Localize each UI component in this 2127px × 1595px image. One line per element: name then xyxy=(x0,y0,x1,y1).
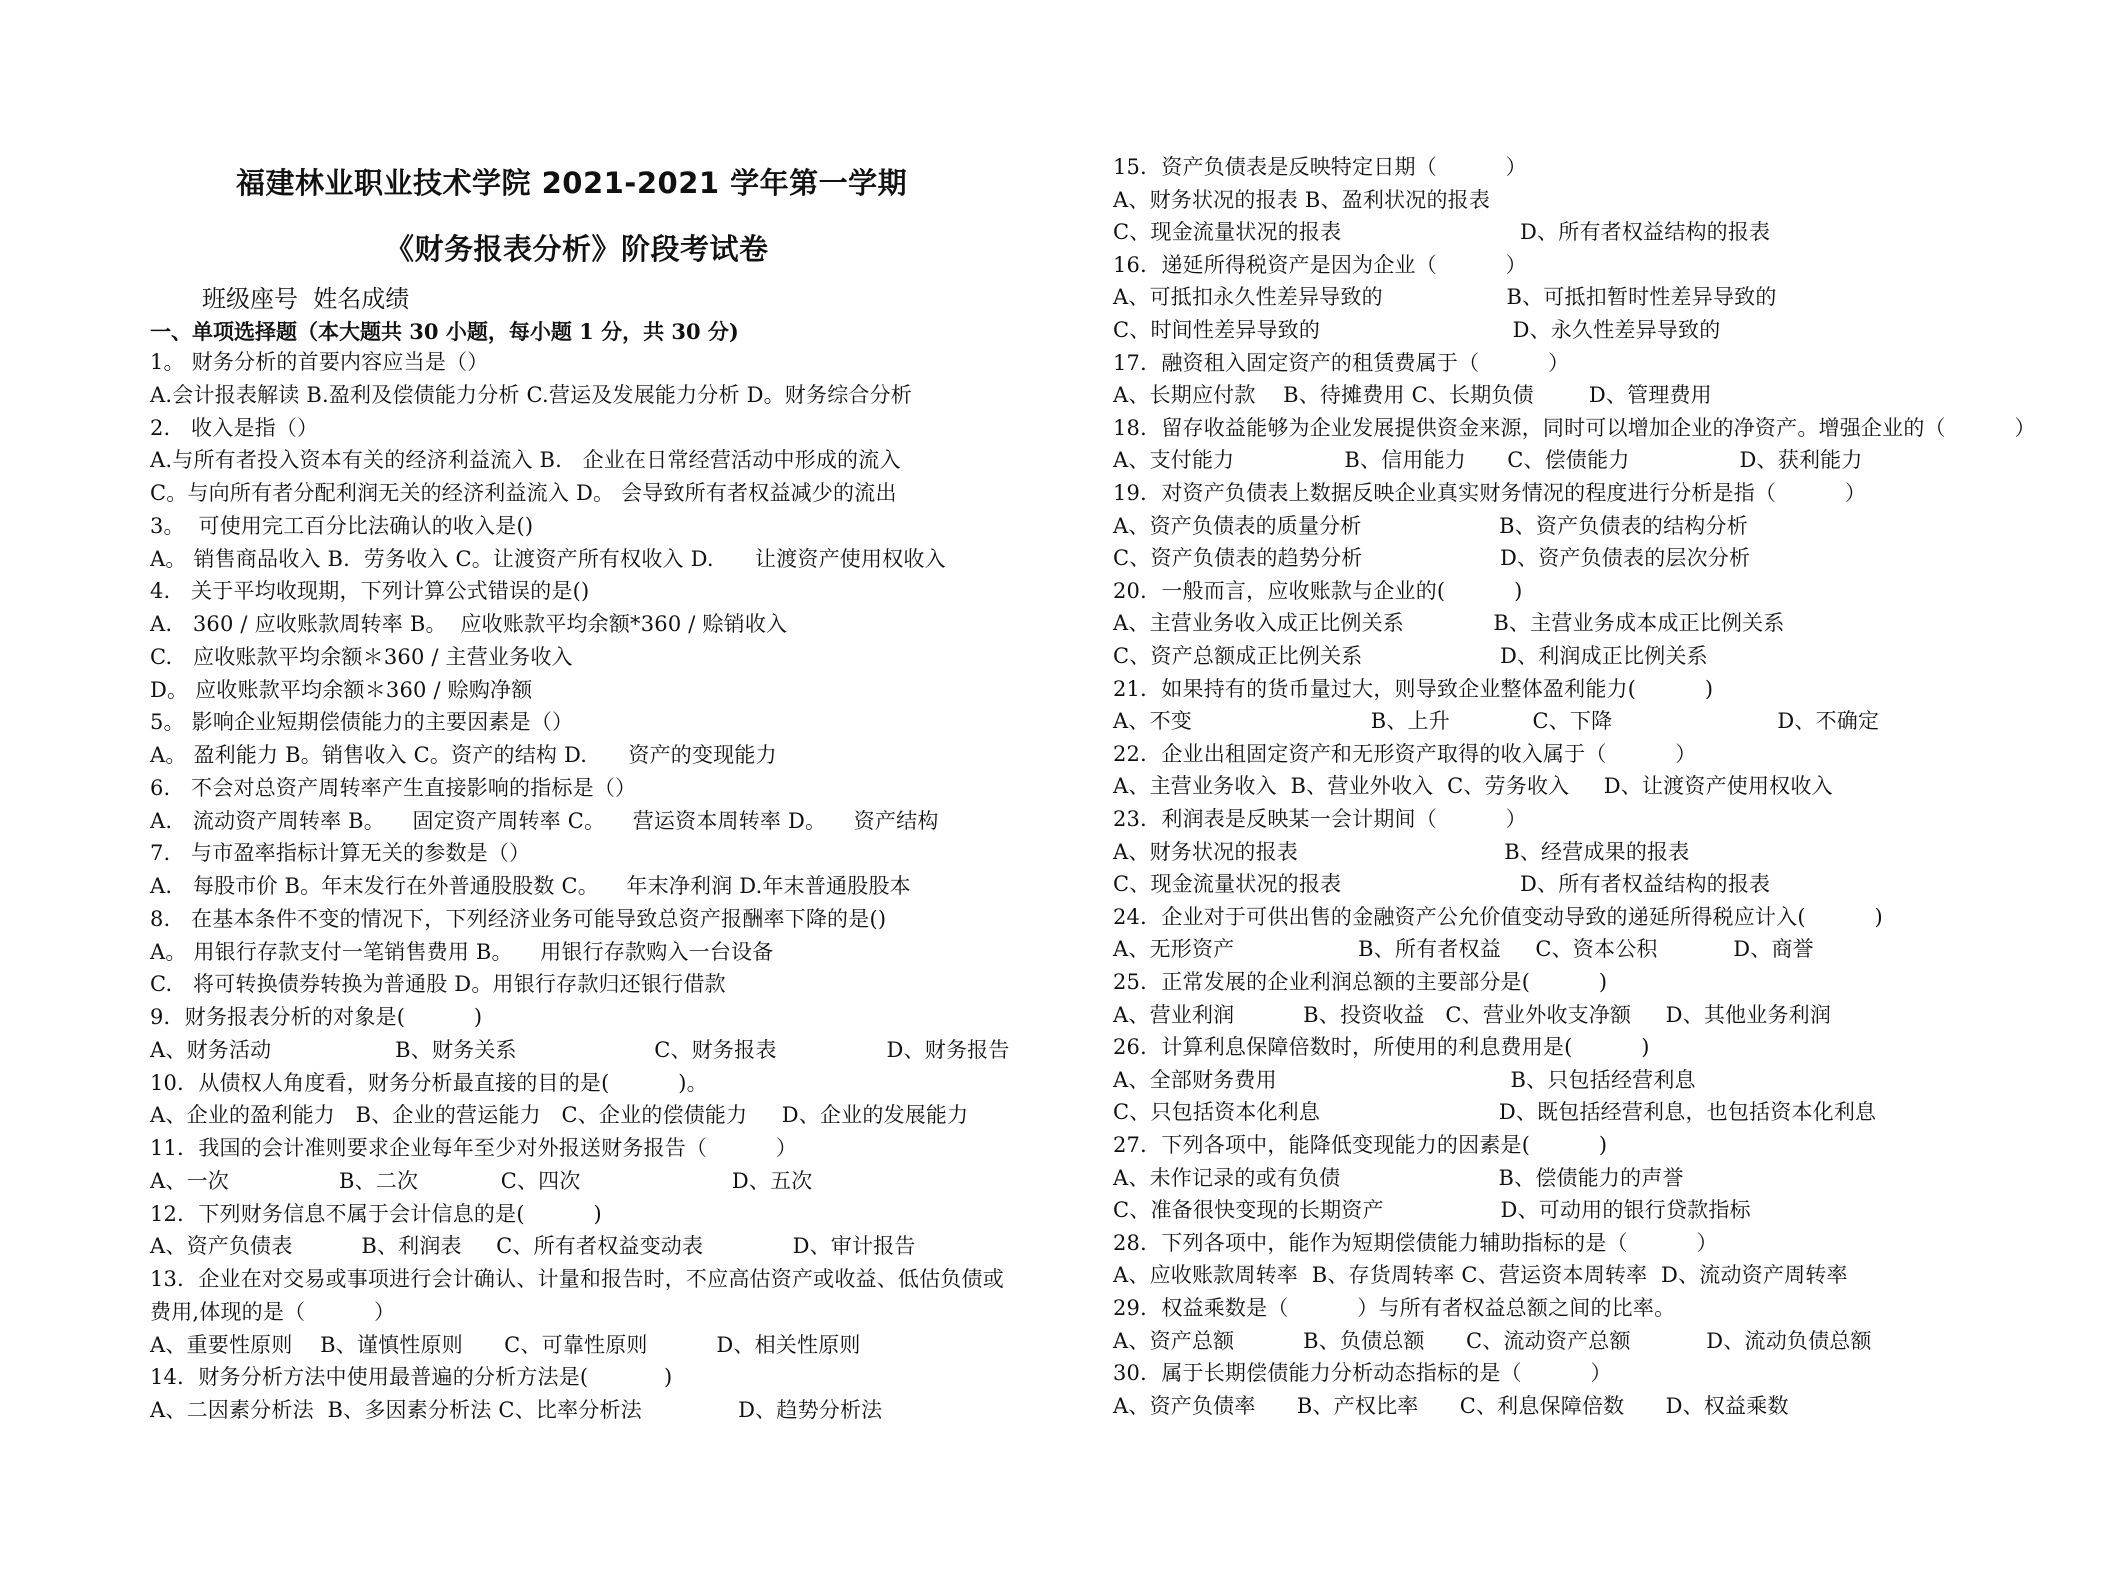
question-line: 29．权益乘数是（ ）与所有者权益总额之间的比率。 xyxy=(1113,1296,1676,1320)
question-line: A、财务状况的报表 B、经营成果的报表 xyxy=(1113,839,1690,864)
exam-subtitle: 《财务报表分析》阶段考试卷 xyxy=(385,232,769,266)
question-line: A、二因素分析法 B、多因素分析法 C、比率分析法 D、趋势分析法 xyxy=(150,1398,883,1422)
question-line: A、重要性原则 B、谨慎性原则 C、可靠性原则 D、相关性原则 xyxy=(150,1332,861,1357)
question-line: A、无形资产 B、所有者权益 C、资本公积 D、商誉 xyxy=(1113,937,1814,962)
question-line: A、不变 B、上升 C、下降 D、不确定 xyxy=(1113,709,1880,734)
question-line: 13．企业在对交易或事项进行会计确认、计量和报告时，不应高估资产或收益、低估负债或 xyxy=(150,1267,1004,1291)
question-line: A.与所有者投入资本有关的经济利益流入 B. 企业在日常经营活动中形成的流入 xyxy=(150,448,901,473)
question-line: 费用,体现的是（ ） xyxy=(150,1299,396,1324)
question-line: A。 盈利能力 B。销售收入 C。资产的结构 D. 资产的变现能力 xyxy=(150,743,777,767)
question-line: A、财务活动 B、财务关系 C、财务报表 D、财务报告 xyxy=(150,1037,1010,1062)
question-line: C、准备很快变现的长期资产 D、可动用的银行贷款指标 xyxy=(1113,1198,1751,1223)
question-line: A、长期应付款 B、待摊费用 C、长期负债 D、管理费用 xyxy=(1113,383,1712,408)
question-line: 1。 财务分析的首要内容应当是（） xyxy=(150,350,489,374)
question-line: A. 流动资产周转率 B。 固定资产周转率 C。 营运资本周转率 D。 资产结构 xyxy=(150,808,939,833)
section-heading: 一、单项选择题（本大题共 30 小题，每小题 1 分，共 30 分) xyxy=(150,319,739,344)
question-line: 7. 与市盈率指标计算无关的参数是（） xyxy=(150,841,531,866)
question-line: A、主营业务收入成正比例关系 B、主营业务成本成正比例关系 xyxy=(1113,611,1785,636)
question-line: 30．属于长期偿债能力分析动态指标的是（ ） xyxy=(1113,1361,1612,1386)
question-line: 2. 收入是指（） xyxy=(150,415,319,440)
question-line: 9．财务报表分析的对象是( ) xyxy=(150,1005,483,1029)
question-line: A. 360 / 应收账款周转率 B。 应收账款平均余额*360 / 赊销收入 xyxy=(150,612,788,636)
question-line: A、一次 B、二次 C、四次 D、五次 xyxy=(150,1168,813,1193)
question-line: A、全部财务费用 B、只包括经营利息 xyxy=(1113,1067,1696,1092)
question-line: 28．下列各项中，能作为短期偿债能力辅助指标的是（ ） xyxy=(1113,1230,1718,1255)
class-info-line: 班级座号 姓名成绩 xyxy=(202,285,410,313)
question-line: 8. 在基本条件不变的情况下，下列经济业务可能导致总资产报酬率下降的是() xyxy=(150,906,887,931)
question-line: 25．正常发展的企业利润总额的主要部分是( ) xyxy=(1113,970,1608,994)
question-line: 19．对资产负债表上数据反映企业真实财务情况的程度进行分析是指（ ） xyxy=(1113,481,1867,505)
question-line: A、支付能力 B、信用能力 C、偿债能力 D、获利能力 xyxy=(1113,448,1863,473)
question-line: 12．下列财务信息不属于会计信息的是( ) xyxy=(150,1201,602,1226)
question-line: A. 每股市价 B。年末发行在外普通股股数 C。 年末净利润 D.年末普通股股本 xyxy=(150,874,911,898)
question-line: A、资产负债表 B、利润表 C、所有者权益变动表 D、审计报告 xyxy=(150,1234,916,1259)
question-line: C、现金流量状况的报表 D、所有者权益结构的报表 xyxy=(1113,220,1771,245)
question-line: 5。 影响企业短期偿债能力的主要因素是（） xyxy=(150,710,574,735)
question-line: 21．如果持有的货币量过大，则导致企业整体盈利能力( ) xyxy=(1113,676,1714,701)
question-line: 17．融资租入固定资产的租赁费属于（ ） xyxy=(1113,350,1570,375)
exam-title: 福建林业职业技术学院 2021-2021 学年第一学期 xyxy=(236,166,908,200)
question-line: 23．利润表是反映某一会计期间（ ） xyxy=(1113,807,1527,831)
question-line: C. 将可转换债券转换为普通股 D。用银行存款归还银行借款 xyxy=(150,972,726,997)
question-line: A、企业的盈利能力 B、企业的营运能力 C、企业的偿债能力 D、企业的发展能力 xyxy=(150,1103,969,1128)
question-line: A、应收账款周转率 B、存货周转率 C、营运资本周转率 D、流动资产周转率 xyxy=(1113,1263,1848,1288)
question-line: 11．我国的会计准则要求企业每年至少对外报送财务报告（ ） xyxy=(150,1136,798,1160)
question-line: 15．资产负债表是反映特定日期（ ） xyxy=(1113,155,1527,179)
question-line: A、资产负债率 B、产权比率 C、利息保障倍数 D、权益乘数 xyxy=(1113,1393,1789,1418)
question-line: C、资产负债表的趋势分析 D、资产负债表的层次分析 xyxy=(1113,546,1751,571)
question-line: 24．企业对于可供出售的金融资产公允价值变动导致的递延所得税应计入( ) xyxy=(1113,904,1883,929)
question-line: A、财务状况的报表 B、盈利状况的报表 xyxy=(1113,187,1491,212)
question-line: 22．企业出租固定资产和无形资产取得的收入属于（ ） xyxy=(1113,741,1697,766)
question-line: 16．递延所得税资产是因为企业（ ） xyxy=(1113,252,1527,277)
question-line: 20．一般而言，应收账款与企业的( ) xyxy=(1113,578,1523,603)
question-line: D。 应收账款平均余额＊360 / 赊购净额 xyxy=(150,677,533,702)
question-line: A、未作记录的或有负债 B、偿债能力的声誉 xyxy=(1113,1165,1684,1190)
question-line: C。与向所有者分配利润无关的经济利益流入 D。 会导致所有者权益减少的流出 xyxy=(150,481,897,505)
question-line: C、只包括资本化利息 D、既包括经营利息，也包括资本化利息 xyxy=(1113,1100,1877,1125)
question-line: 26．计算利息保障倍数时，所使用的利息费用是( ) xyxy=(1113,1035,1650,1060)
question-line: C、现金流量状况的报表 D、所有者权益结构的报表 xyxy=(1113,872,1771,897)
question-line: C、资产总额成正比例关系 D、利润成正比例关系 xyxy=(1113,644,1708,668)
question-line: C、时间性差异导致的 D、永久性差异导致的 xyxy=(1113,318,1721,342)
question-line: 3。 可使用完工百分比法确认的收入是() xyxy=(150,513,534,538)
question-line: 10．从债权人角度看，财务分析最直接的目的是( )。 xyxy=(150,1070,708,1095)
question-line: C. 应收账款平均余额＊360 / 主营业务收入 xyxy=(150,644,573,669)
question-line: 18．留存收益能够为企业发展提供资金来源，同时可以增加企业的净资产。增强企业的（ ） xyxy=(1113,415,2036,440)
question-line: A。 销售商品收入 B. 劳务收入 C。让渡资产所有权收入 D. 让渡资产使用权收入 xyxy=(150,546,946,571)
question-line: A、主营业务收入 B、营业外收入 C、劳务收入 D、让渡资产使用权收入 xyxy=(1113,774,1833,799)
question-line: 14．财务分析方法中使用最普遍的分析方法是( ) xyxy=(150,1365,673,1390)
question-line: 27．下列各项中，能降低变现能力的因素是( ) xyxy=(1113,1133,1608,1157)
question-line: A、可抵扣永久性差异导致的 B、可抵扣暂时性差异导致的 xyxy=(1113,285,1777,310)
question-line: A.会计报表解读 B.盈利及偿债能力分析 C.营运及发展能力分析 D。财务综合分析 xyxy=(150,382,913,407)
question-line: A、营业利润 B、投资收益 C、营业外收支净额 D、其他业务利润 xyxy=(1113,1002,1832,1027)
question-line: A。 用银行存款支付一笔销售费用 B。 用银行存款购入一台设备 xyxy=(150,939,774,964)
question-line: A、资产总额 B、负债总额 C、流动资产总额 D、流动负债总额 xyxy=(1113,1328,1872,1353)
question-line: 6. 不会对总资产周转率产生直接影响的指标是（） xyxy=(150,775,637,800)
question-line: A、资产负债表的质量分析 B、资产负债表的结构分析 xyxy=(1113,513,1748,538)
question-line: 4. 关于平均收现期，下列计算公式错误的是() xyxy=(150,579,590,604)
